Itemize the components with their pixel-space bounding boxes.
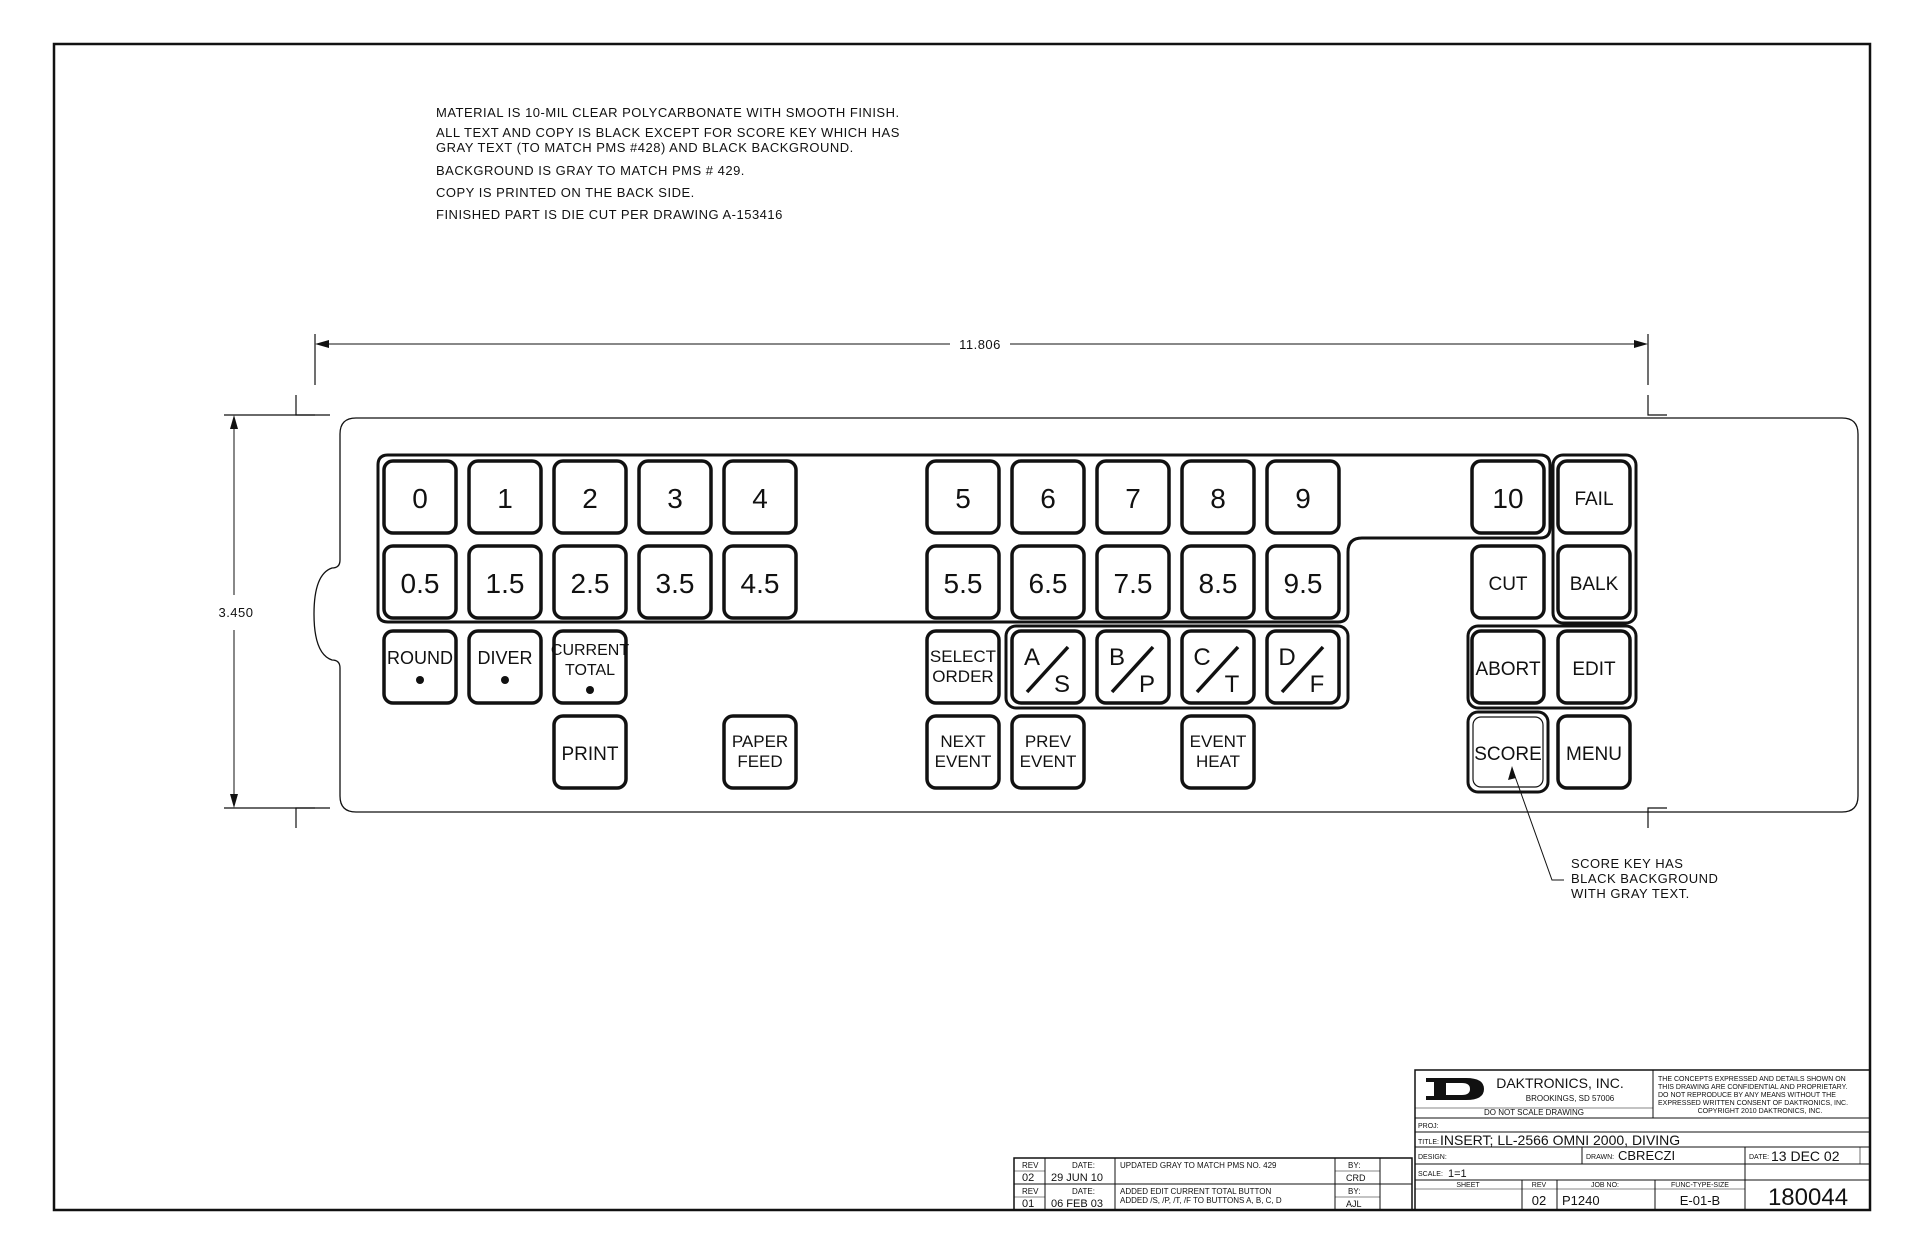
key-2-label: 2: [582, 483, 598, 514]
key-10[interactable]: [1472, 461, 1544, 533]
abort-key[interactable]: [1472, 631, 1544, 703]
note-line: FINISHED PART IS DIE CUT PER DRAWING A-153416: [436, 207, 783, 222]
key-5[interactable]: [927, 461, 999, 533]
next-event-key[interactable]: [927, 716, 999, 788]
func-type-size: E-01-B: [1679, 1193, 1721, 1208]
rev-number: 01: [1022, 1198, 1035, 1210]
cut-key-label: CUT: [1488, 574, 1528, 595]
key-9-5[interactable]: [1267, 546, 1339, 618]
rev-date: 29 JUN 10: [1051, 1172, 1103, 1184]
job-number: P1240: [1562, 1193, 1600, 1208]
key-7-label: 7: [1125, 483, 1141, 514]
indicator-dot-icon: [586, 686, 594, 694]
abort-key-label: ABORT: [1475, 659, 1541, 680]
prev-event-key-label-line2: EVENT: [1019, 752, 1077, 771]
height-dimension: [218, 415, 330, 808]
rev-value: 02: [1531, 1193, 1547, 1208]
cut-key[interactable]: [1472, 546, 1544, 618]
key-f-bottom-label: F: [1309, 671, 1325, 698]
scale-value: 1=1: [1448, 1168, 1467, 1180]
paper-feed-key-label-line1: PAPER: [731, 732, 789, 751]
key-0-5-label: 0.5: [400, 568, 440, 599]
note-line: COPY IS PRINTED ON THE BACK SIDE.: [436, 185, 695, 200]
design-label: DESIGN:: [1418, 1154, 1447, 1161]
callout-line: SCORE KEY HAS: [1571, 856, 1684, 871]
current-total-key-label-line1: CURRENT: [550, 642, 630, 659]
rev-description: ADDED /S, /P, /T, /F TO BUTTONS A, B, C, D: [1120, 1196, 1282, 1205]
no-scale-note: DO NOT SCALE DRAWING: [1483, 1108, 1585, 1117]
select-order-key-label-line2: ORDER: [932, 667, 994, 686]
confidential-line: DO NOT REPRODUCE BY ANY MEANS WITHOUT THE: [1658, 1092, 1836, 1099]
key-9[interactable]: [1267, 461, 1339, 533]
edit-key-label: EDIT: [1572, 659, 1616, 680]
key-8-5-label: 8.5: [1198, 568, 1238, 599]
key-3-5[interactable]: [639, 546, 711, 618]
rev-by-label: BY:: [1348, 1161, 1361, 1170]
revision-row-01: [1022, 1187, 1362, 1210]
key-1-label: 1: [497, 483, 513, 514]
key-3-label: 3: [667, 483, 683, 514]
key-6-label: 6: [1040, 483, 1056, 514]
scale-label: SCALE:: [1418, 1171, 1443, 1178]
score-key-label: SCORE: [1474, 744, 1542, 765]
key-0-label: 0: [412, 483, 428, 514]
width-dimension: [315, 334, 1648, 385]
key-b-p[interactable]: [1097, 631, 1169, 703]
balk-key-label: BALK: [1569, 574, 1619, 595]
fail-key-label: FAIL: [1574, 489, 1614, 510]
note-line: BACKGROUND IS GRAY TO MATCH PMS # 429.: [436, 163, 745, 178]
key-8-5[interactable]: [1182, 546, 1254, 618]
next-event-key-label-line2: EVENT: [934, 752, 992, 771]
drawing-number: 180044: [1767, 1184, 1849, 1211]
drawn-by: CBRECZI: [1618, 1148, 1676, 1163]
key-8-label: 8: [1210, 483, 1226, 514]
rev-by: CRD: [1346, 1173, 1366, 1183]
key-7-5-label: 7.5: [1113, 568, 1153, 599]
confidential-line: THIS DRAWING ARE CONFIDENTIAL AND PROPRIETARY.: [1658, 1084, 1848, 1091]
menu-key-label: MENU: [1566, 744, 1622, 765]
prev-event-key-label-line1: PREV: [1024, 732, 1072, 751]
key-b-top-label: B: [1108, 644, 1126, 671]
diver-key[interactable]: [469, 631, 541, 703]
key-t-bottom-label: T: [1224, 671, 1240, 698]
note-line: ALL TEXT AND COPY IS BLACK EXCEPT FOR SCORE KEY WHICH HAS: [436, 125, 900, 140]
key-2[interactable]: [554, 461, 626, 533]
key-9-label: 9: [1295, 483, 1311, 514]
height-dimension-label: 3.450: [218, 605, 254, 620]
revision-row-02: [1022, 1161, 1366, 1184]
fail-key[interactable]: [1558, 461, 1630, 533]
rev-number: 02: [1022, 1172, 1035, 1184]
event-heat-key[interactable]: [1182, 716, 1254, 788]
current-total-key[interactable]: [551, 631, 629, 703]
prev-event-key[interactable]: [1012, 716, 1084, 788]
key-1[interactable]: [469, 461, 541, 533]
diver-key-label: DIVER: [477, 648, 533, 668]
note-line: MATERIAL IS 10-MIL CLEAR POLYCARBONATE WITH SMOOTH FINISH.: [436, 105, 900, 120]
select-order-key[interactable]: [927, 631, 999, 703]
callout-line: WITH GRAY TEXT.: [1571, 886, 1690, 901]
key-a-s[interactable]: [1012, 631, 1084, 703]
key-6-5-label: 6.5: [1028, 568, 1068, 599]
drawing-date: 13 DEC 02: [1771, 1148, 1840, 1164]
width-dimension-label: 11.806: [959, 337, 1001, 352]
key-5-label: 5: [955, 483, 971, 514]
key-4-5-label: 4.5: [740, 568, 780, 599]
drawn-label: DRAWN:: [1586, 1154, 1615, 1161]
key-4-label: 4: [752, 483, 768, 514]
round-key-label: ROUND: [387, 648, 453, 668]
key-2-5[interactable]: [554, 546, 626, 618]
confidential-line: EXPRESSED WRITTEN CONSENT OF DAKTRONICS, INC.: [1658, 1100, 1849, 1107]
next-event-key-label-line1: NEXT: [940, 732, 986, 751]
key-9-5-label: 9.5: [1283, 568, 1323, 599]
key-d-f[interactable]: [1267, 631, 1339, 703]
date-label: DATE:: [1749, 1154, 1770, 1161]
rev-label: REV: [1022, 1161, 1039, 1170]
event-heat-key-label-line1: EVENT: [1189, 732, 1247, 751]
rev-description: UPDATED GRAY TO MATCH PMS NO. 429: [1120, 1161, 1277, 1170]
indicator-dot-icon: [501, 676, 509, 684]
menu-key[interactable]: [1558, 716, 1630, 788]
paper-feed-key[interactable]: [724, 716, 796, 788]
key-2-5-label: 2.5: [570, 568, 610, 599]
key-0[interactable]: [384, 461, 456, 533]
balk-key[interactable]: [1558, 546, 1630, 618]
current-total-key-label-line2: TOTAL: [564, 662, 616, 679]
key-4[interactable]: [724, 461, 796, 533]
rev-date-label: DATE:: [1072, 1161, 1095, 1170]
note-line: GRAY TEXT (TO MATCH PMS #428) AND BLACK BACKGROUND.: [436, 140, 854, 155]
key-4-5[interactable]: [724, 546, 796, 618]
func-type-size-label: FUNC-TYPE-SIZE: [1671, 1182, 1729, 1189]
key-5-5-label: 5.5: [943, 568, 983, 599]
copyright-line: COPYRIGHT 2010 DAKTRONICS, INC.: [1697, 1108, 1823, 1115]
job-label: JOB NO:: [1590, 1182, 1620, 1189]
key-0-5[interactable]: [384, 546, 456, 618]
company-name: DAKTRONICS, INC.: [1496, 1075, 1624, 1091]
key-a-top-label: A: [1023, 644, 1041, 671]
key-p-bottom-label: P: [1138, 671, 1156, 698]
rev-date-label: DATE:: [1072, 1187, 1095, 1196]
key-c-t[interactable]: [1182, 631, 1254, 703]
key-1-5-label: 1.5: [485, 568, 525, 599]
daktronics-logo-icon: [1426, 1078, 1484, 1100]
indicator-dot-icon: [416, 676, 424, 684]
key-7[interactable]: [1097, 461, 1169, 533]
print-key-label: PRINT: [561, 744, 619, 765]
drawing-title: INSERT; LL-2566 OMNI 2000, DIVING: [1440, 1132, 1681, 1148]
rev-description: ADDED EDIT CURRENT TOTAL BUTTON: [1120, 1187, 1272, 1196]
key-10-label: 10: [1492, 483, 1524, 514]
key-8[interactable]: [1182, 461, 1254, 533]
key-s-bottom-label: S: [1053, 671, 1071, 698]
key-d-top-label: D: [1278, 644, 1296, 671]
rev-by: AJL: [1346, 1199, 1362, 1209]
key-5-5[interactable]: [927, 546, 999, 618]
key-6-5[interactable]: [1012, 546, 1084, 618]
key-3-5-label: 3.5: [655, 568, 695, 599]
key-1-5[interactable]: [469, 546, 541, 618]
rev-label: REV: [1022, 1187, 1039, 1196]
notes-block: [436, 105, 900, 222]
confidential-line: THE CONCEPTS EXPRESSED AND DETAILS SHOWN ON: [1658, 1076, 1846, 1083]
title-label: TITLE:: [1418, 1139, 1440, 1146]
paper-feed-key-label-line2: FEED: [737, 752, 783, 771]
print-key[interactable]: [554, 716, 626, 788]
rev-by-label: BY:: [1348, 1187, 1361, 1196]
callout-line: BLACK BACKGROUND: [1571, 871, 1719, 886]
key-7-5[interactable]: [1097, 546, 1169, 618]
proj-label: PROJ:: [1418, 1123, 1439, 1130]
round-key[interactable]: [384, 631, 456, 703]
key-c-top-label: C: [1193, 644, 1211, 671]
sheet-label: SHEET: [1456, 1182, 1480, 1189]
rev-date: 06 FEB 03: [1051, 1198, 1103, 1210]
select-order-key-label-line1: SELECT: [929, 647, 997, 666]
event-heat-key-label-line2: HEAT: [1195, 752, 1241, 771]
key-3[interactable]: [639, 461, 711, 533]
rev-label: REV: [1531, 1182, 1547, 1189]
edit-key[interactable]: [1558, 631, 1630, 703]
key-6[interactable]: [1012, 461, 1084, 533]
company-city: BROOKINGS, SD 57006: [1525, 1094, 1615, 1103]
